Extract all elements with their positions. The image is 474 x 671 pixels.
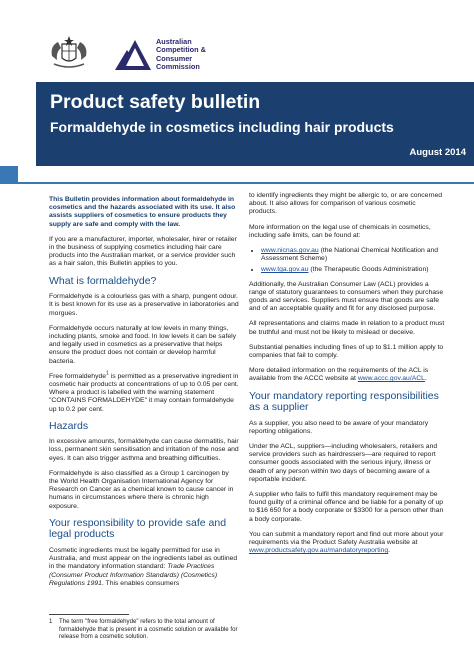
standard-title: Trade Practices (Consumer Product Information Standards) (Cosmetics) Regulations 1991 [49, 563, 218, 587]
title-banner [36, 82, 474, 166]
text-span: You can submit a mandatory report and find out more about your requirements via the Product Safety Australia website at [249, 530, 444, 547]
paragraph: All representations and claims made in relation to a product must be truthful and must not be likely to mislead or deceive. [249, 320, 445, 336]
accc-logo [113, 38, 153, 72]
paragraph [49, 547, 239, 588]
paragraph: Formaldehyde is a colourless gas with a sharp, pungent odour. It is best known for its use as a preservative in laboratories and morgues. [49, 293, 239, 317]
paragraph: to identify ingredients they might be allergic to, or are concerned about. It also allows for comparison of various cosmetic products. [249, 192, 443, 216]
text-span: . [388, 547, 391, 555]
accc-name-line: Commission [156, 61, 200, 71]
text-span: is permitted as a preservative ingredient in cosmetic hair products at concentrations of up to 0.05 per cent. Where a product is labelled with the warning statement "CONTAINS FORMALDEHYDE" it may contain formaldehyde up to 0.2 per cent. [49, 372, 239, 413]
footnote-number: 1 [49, 618, 53, 625]
intro-paragraph: This Bulletin provides information about formaldehyde in cosmetics and the hazards associated with its use. It also assists suppliers of cosmetics to ensure products they supply are safe and comply with the law. [49, 196, 236, 228]
bulletin-date: August 2014 [409, 147, 466, 158]
accc-acl-link[interactable]: www.accc.gov.au/ACL [357, 375, 425, 383]
paragraph: A supplier who fails to fulfil this mandatory requirement may be found guilty of a criminal offence and be liable for a penalty of up to $16 650 for a body corporate or $3300 for a person other than a body corporate. [249, 491, 444, 523]
paragraph: Under the ACL, suppliers—including wholesalers, retailers and service providers such as hairdressers—are required to report consumer goods associated with the serious injury, illness or death of any person within two days of becoming aware of a reportable incident. [249, 443, 438, 483]
resource-list [249, 247, 445, 275]
nicnas-link[interactable]: www.nicnas.gov.au [261, 247, 319, 255]
paragraph: If you are a manufacturer, importer, wholesaler, hirer or retailer in the business of supplying cosmetics including hair care products into the Australian market, or a service provider such as a hair salon, this Bulletin applies to you. [49, 235, 237, 268]
accc-name-line: Australian [156, 37, 192, 46]
text-span: Cosmetic ingredients must be legally permitted for use in Australia, and must appear on the ingredients label as outlined in the mandatory information standard: [49, 546, 238, 571]
paragraph: Substantial penalties including fines of up to $1.1 million apply to companies that fail to comply. [249, 343, 444, 360]
accc-name-line: Consumer [156, 53, 193, 63]
paragraph: In excessive amounts, formaldehyde can cause dermatitis, hair loss, permanent skin sensitisation and irritation of the nose and eyes. It can also trigger asthma and breathing difficulties. [49, 438, 239, 462]
paragraph [49, 370, 239, 414]
list-item-text: (the Therapeutic Goods Administration) [308, 266, 429, 274]
page-title: Product safety bulletin [50, 91, 261, 113]
paragraph: As a supplier, you also need to be aware of your mandatory reporting obligations. [249, 419, 429, 435]
paragraph [249, 531, 445, 556]
right-column [249, 192, 445, 563]
page-header [0, 0, 474, 82]
divider [0, 182, 474, 184]
productsafety-link[interactable]: www.productsafety.gov.au/mandatoryreporting [249, 547, 389, 555]
tga-link[interactable]: www.tga.gov.au [261, 266, 309, 274]
text-span: . [424, 375, 427, 383]
section-heading-mandatory: Your mandatory reporting responsibilities as a supplier [249, 389, 439, 414]
footnote-ref: 1 [106, 370, 109, 377]
footnote [49, 618, 241, 641]
paragraph [249, 367, 445, 383]
accc-name-line: Competition & [156, 45, 206, 55]
section-heading-responsibility: Your responsibility to provide safe and legal products [49, 516, 227, 541]
section-heading-hazards: Hazards [49, 419, 89, 432]
paragraph: More information on the legal use of chemicals in cosmetics, including safe limits, can be found at: [249, 223, 431, 239]
list-item [261, 247, 445, 263]
paragraph: Formaldehyde occurs naturally at low levels in many things, including plants, smoke and food. In low levels it can be safely and legally used in cosmetics as a preservative that helps ensure the product does not contain or develop harmful bacteria. [49, 324, 237, 365]
text-span: More detailed information on the requirements of the ACL is available from the ACCC website at [249, 367, 429, 383]
left-column [49, 196, 239, 595]
coat-of-arms-logo [48, 34, 90, 74]
list-item [261, 266, 445, 274]
footnote-divider [49, 614, 129, 615]
section-heading-what: What is formaldehyde? [49, 274, 157, 287]
paragraph: Additionally, the Australian Consumer Law (ACL) provides a range of statutory guarantees to consumers when they purchase goods and services. Suppliers must ensure that goods are safe and of an acceptable quality and fit for any disclosed purpose. [249, 280, 444, 313]
list-item-text: (the National Chemical Notification and Assessment Scheme) [261, 247, 439, 263]
text-span: Free formaldehyde [49, 372, 107, 380]
page-subtitle: Formaldehyde in cosmetics including hair products [50, 119, 394, 135]
accc-name [156, 38, 206, 71]
paragraph: Formaldehyde is also classified as a Group 1 carcinogen by the World Health Organisation International Agency for Research on Cancer as a chemical known to cause cancer in humans in circumstances where there is chronic high exposure. [49, 469, 234, 510]
footnote-text: The term "free formaldehyde" refers to the total amount of formaldehyde that is present in a cosmetic solution or available for release from a cosmetic solution. [59, 618, 238, 641]
text-span: . This enables consumers [101, 579, 180, 587]
